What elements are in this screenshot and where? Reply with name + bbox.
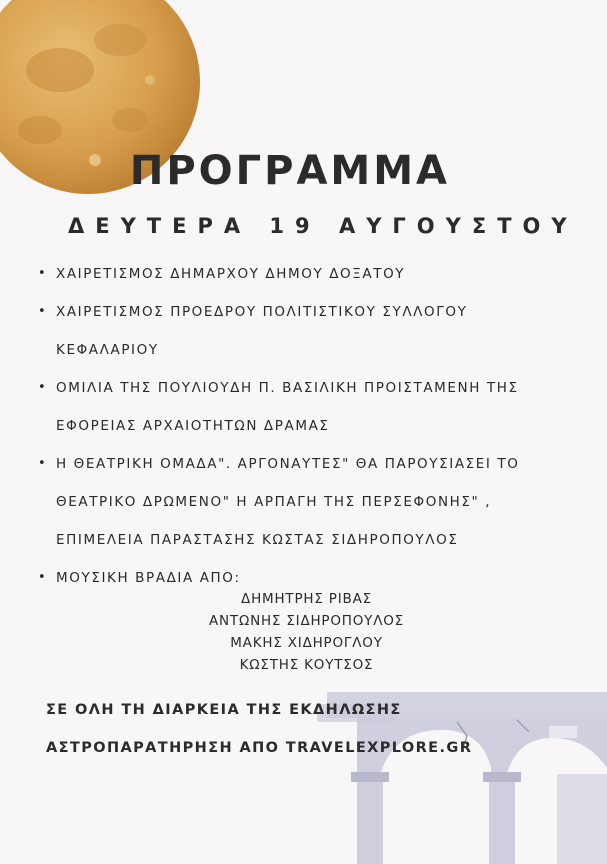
program-item-continuation: ΚΕΦΑΛΑΡΙΟΥ — [56, 342, 159, 358]
musician-name: ΔΗΜΗΤΡΗΣ ΡΙΒΑΣ — [241, 591, 372, 607]
program-item-continuation: ΘΕΑΤΡΙΚΟ ΔΡΩΜΕΝΟ" Η ΑΡΠΑΓΗ ΤΗΣ ΠΕΡΣΕΦΟΝΗΣ" , — [56, 494, 492, 510]
program-item: • ΜΟΥΣΙΚΗ ΒΡΑΔΙΑ ΑΠΟ: — [36, 559, 576, 597]
footer-line: ΣΕ ΟΛΗ ΤΗ ΔΙΑΡΚΕΙΑ ΤΗΣ ΕΚΔΗΛΩΣΗΣ — [46, 702, 402, 718]
program-item-continuation: ΕΠΙΜΕΛΕΙΑ ΠΑΡΑΣΤΑΣΗΣ ΚΩΣΤΑΣ ΣΙΔΗΡΟΠΟΥΛΟΣ — [56, 532, 459, 548]
musicians-list — [140, 588, 473, 676]
program-item: • ΧΑΙΡΕΤΙΣΜΟΣ ΔΗΜΑΡΧΟΥ ΔΗΜΟΥ ΔΟΞΑΤΟΥ — [36, 255, 576, 293]
page-title: ΠΡΟΓΡΑΜΜΑ — [129, 148, 450, 194]
musician-name: ΚΩΣΤΗΣ ΚΟΥΤΣΟΣ — [239, 657, 374, 673]
event-date: ΔΕΥΤΕΡΑ 19 ΑΥΓΟΥΣΤΟΥ — [68, 214, 578, 238]
musician-name: ΑΝΤΩΝΗΣ ΣΙΔΗΡΟΠΟΥΛΟΣ — [208, 613, 405, 629]
program-item-continuation: ΕΦΟΡΕΙΑΣ ΑΡΧΑΙΟΤΗΤΩΝ ΔΡΑΜΑΣ — [56, 418, 330, 434]
program-item: • ΧΑΙΡΕΤΙΣΜΟΣ ΠΡΟΕΔΡΟΥ ΠΟΛΙΤΙΣΤΙΚΟΥ ΣΥΛΛΟΓΟΥ — [36, 293, 576, 331]
program-list — [36, 255, 576, 597]
footer-line: ΑΣΤΡΟΠΑΡΑΤΗΡΗΣΗ ΑΠΟ TRAVELEXPLORE.GR — [46, 740, 473, 756]
musician-name: ΜΑΚΗΣ ΧΙΔΗΡΟΓΛΟΥ — [230, 635, 383, 651]
program-item: • Η ΘΕΑΤΡΙΚΗ ΟΜΑΔΑ". ΑΡΓΟΝΑΥΤΕΣ" ΘΑ ΠΑΡΟΥΣΙΑΣΕΙ ΤΟ — [36, 445, 576, 483]
program-item: • ΟΜΙΛΙΑ ΤΗΣ ΠΟΥΛΙΟΥΔΗ Π. ΒΑΣΙΛΙΚΗ ΠΡΟΙΣΤΑΜΕΝΗ ΤΗΣ — [36, 369, 576, 407]
